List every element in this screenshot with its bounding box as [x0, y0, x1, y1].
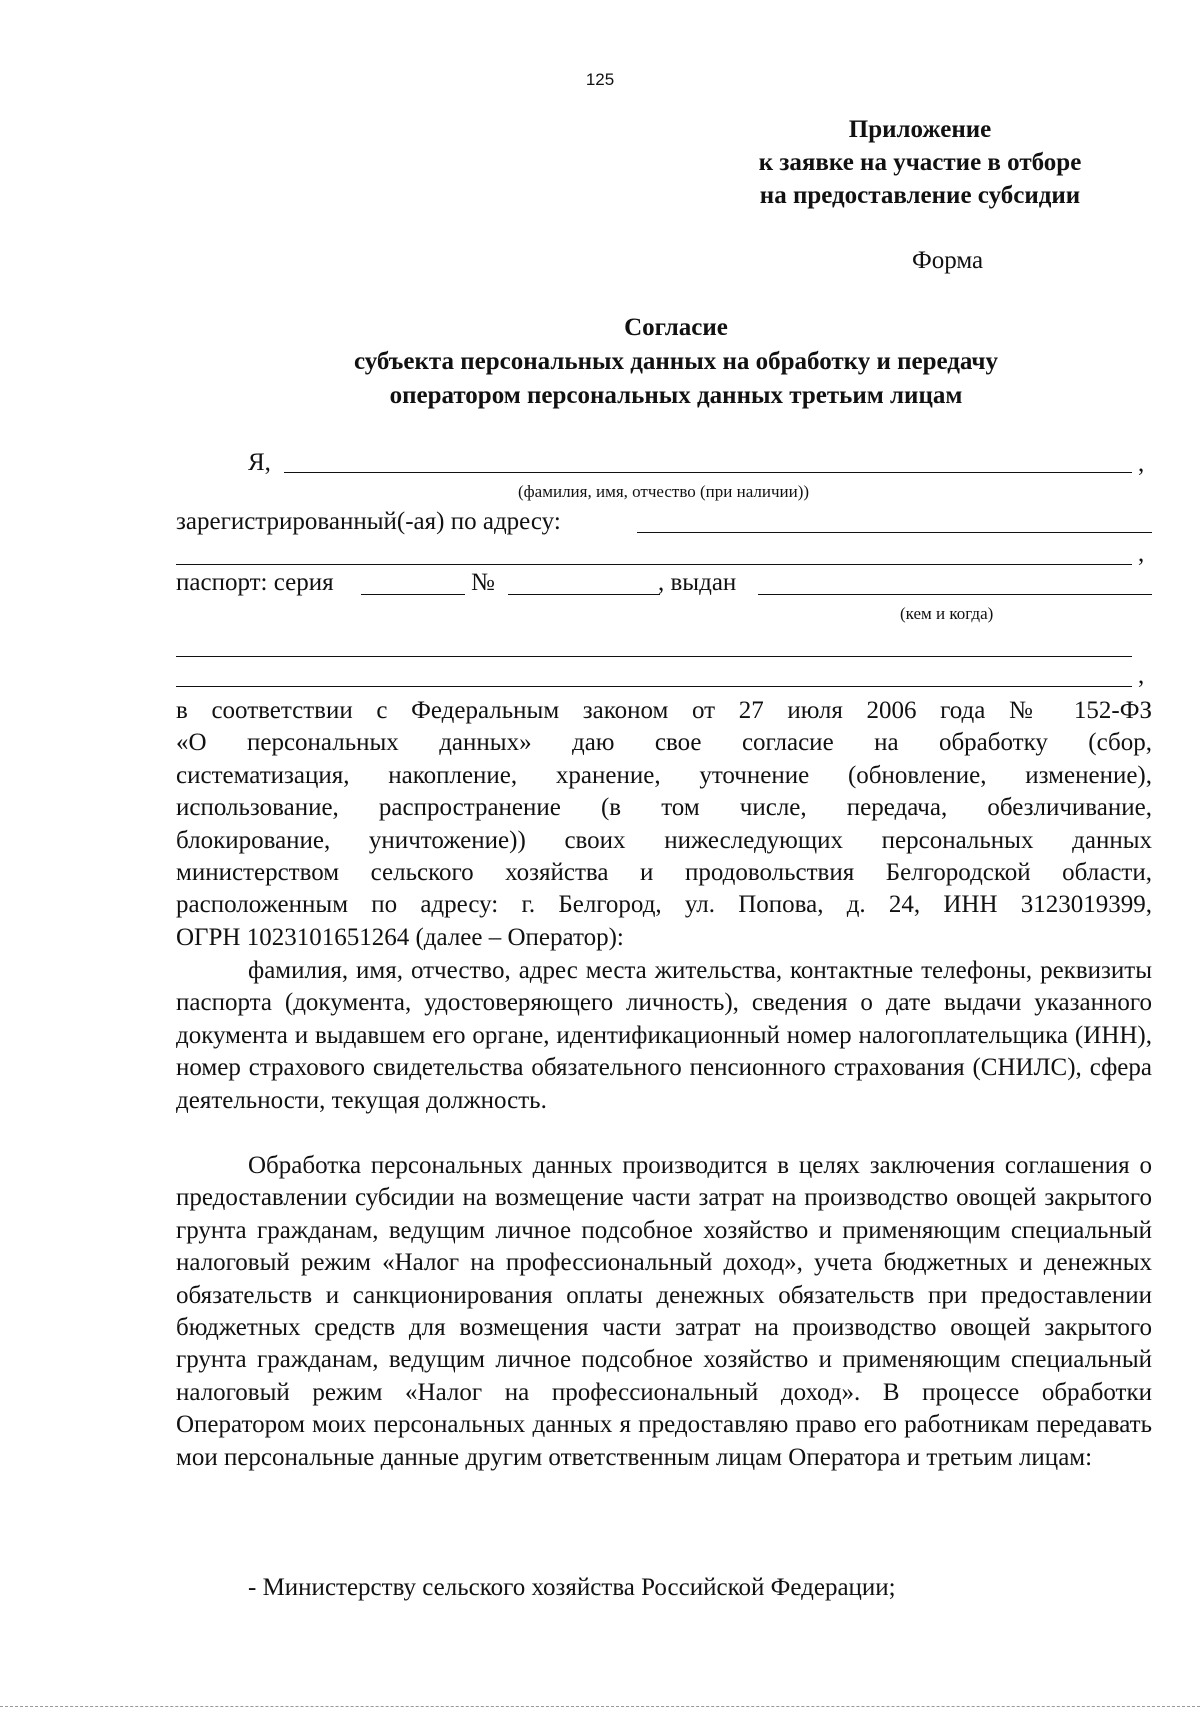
p1-line-3: систематизация, накопление, хранение, уточнение (обновление, изменение),: [176, 761, 1152, 789]
address-label: зарегистрированный(-ая) по адресу:: [176, 508, 561, 535]
address-comma: ,: [1138, 540, 1145, 567]
p1-line-7: расположенным по адресу: г. Белгород, ул. Попова, д. 24, ИНН 3123019399,: [176, 891, 1152, 919]
passport-series-label: паспорт: серия: [176, 569, 334, 596]
passport-number-label: №: [471, 569, 495, 596]
personal-data-list-paragraph: фамилия, имя, отчество, адрес места жительства, контактные телефоны, реквизиты паспорта (документа, удостоверяющего личность), сведения о дате выдачи указанного документа и выдавшем его органе, идентификационный номер налогоплательщика (ИНН), номер страхового свидетельства обязательного пенсионного страхования (СНИЛС), сфера деятельности, текущая должность.: [176, 957, 1152, 1114]
passport-series-input[interactable]: [361, 594, 465, 595]
form-label: Форма: [912, 247, 984, 274]
p1-line-6: министерством сельского хозяйства и продовольствия Белгородской области,: [176, 859, 1152, 887]
issued-input-line-2[interactable]: [176, 656, 1132, 657]
passport-number-input[interactable]: [508, 594, 660, 595]
address-input-line[interactable]: [637, 532, 1152, 533]
p1-line-1: в соответствии с Федеральным законом от 27 июля 2006 года № 152-ФЗ: [176, 697, 1152, 724]
title-line-2: субъекта персональных данных на обработку и передачу: [353, 348, 999, 375]
document-title: [176, 311, 1176, 413]
appendix-header: [700, 113, 1140, 212]
p1-line-2: «О персональных данных» даю свое согласие на обработку (сбор,: [176, 729, 1152, 757]
consent-paragraph-1: [176, 695, 1152, 954]
issued-input-line-3[interactable]: [176, 686, 1132, 687]
issued-comma: ,: [1138, 662, 1145, 689]
address-input-line-2[interactable]: [176, 564, 1132, 565]
fio-hint: (фамилия, имя, отчество (при наличии)): [518, 482, 810, 501]
issued-label: , выдан: [658, 569, 737, 596]
appendix-line-3: на предоставление субсидии: [759, 182, 1081, 209]
page-number: 125: [585, 70, 615, 89]
page-bottom-edge: [0, 1706, 1200, 1707]
fio-input-line[interactable]: [284, 472, 1132, 473]
processing-purpose-paragraph: Обработка персональных данных производится в целях заключения соглашения о предоставлении субсидии на возмещение части затрат на производство овощей закрытого грунта гражданам, ведущим личное подсобное хозяйство и применяющим специальный налоговый режим «Налог на профессиональный доход», учета бюджетных и денежных обязательств и санкционирования оплаты денежных обязательств при предоставлении бюджетных средств для возмещения части затрат на производство овощей закрытого грунта гражданам, ведущим личное подсобное хозяйство и применяющим специальный налоговый режим «Налог на профессиональный доход». В процессе обработки Оператором моих персональных данных я предоставляю право его работникам передавать мои персональные данные другим ответственным лицам Оператора и третьим лицам:: [176, 1152, 1152, 1471]
title-line-1: Согласие: [624, 314, 728, 341]
issued-input-line[interactable]: [758, 594, 1152, 595]
p1-line-5: блокирование, уничтожение)) своих нижеследующих персональных данных: [176, 826, 1152, 854]
title-line-3: оператором персональных данных третьим лицам: [389, 382, 963, 409]
issued-hint: (кем и когда): [900, 604, 994, 623]
i-label: Я,: [248, 449, 271, 476]
appendix-line-2: к заявке на участие в отборе: [758, 149, 1082, 176]
appendix-line-1: Приложение: [848, 116, 992, 143]
p1-line-4: использование, распространение (в том числе, передача, обезличивание,: [176, 794, 1152, 822]
p1-line-8: ОГРН 1023101651264 (далее – Оператор):: [176, 923, 624, 951]
third-party-list-item-1: - Министерству сельского хозяйства Российской Федерации;: [248, 1574, 896, 1601]
fio-comma: ,: [1138, 450, 1145, 477]
